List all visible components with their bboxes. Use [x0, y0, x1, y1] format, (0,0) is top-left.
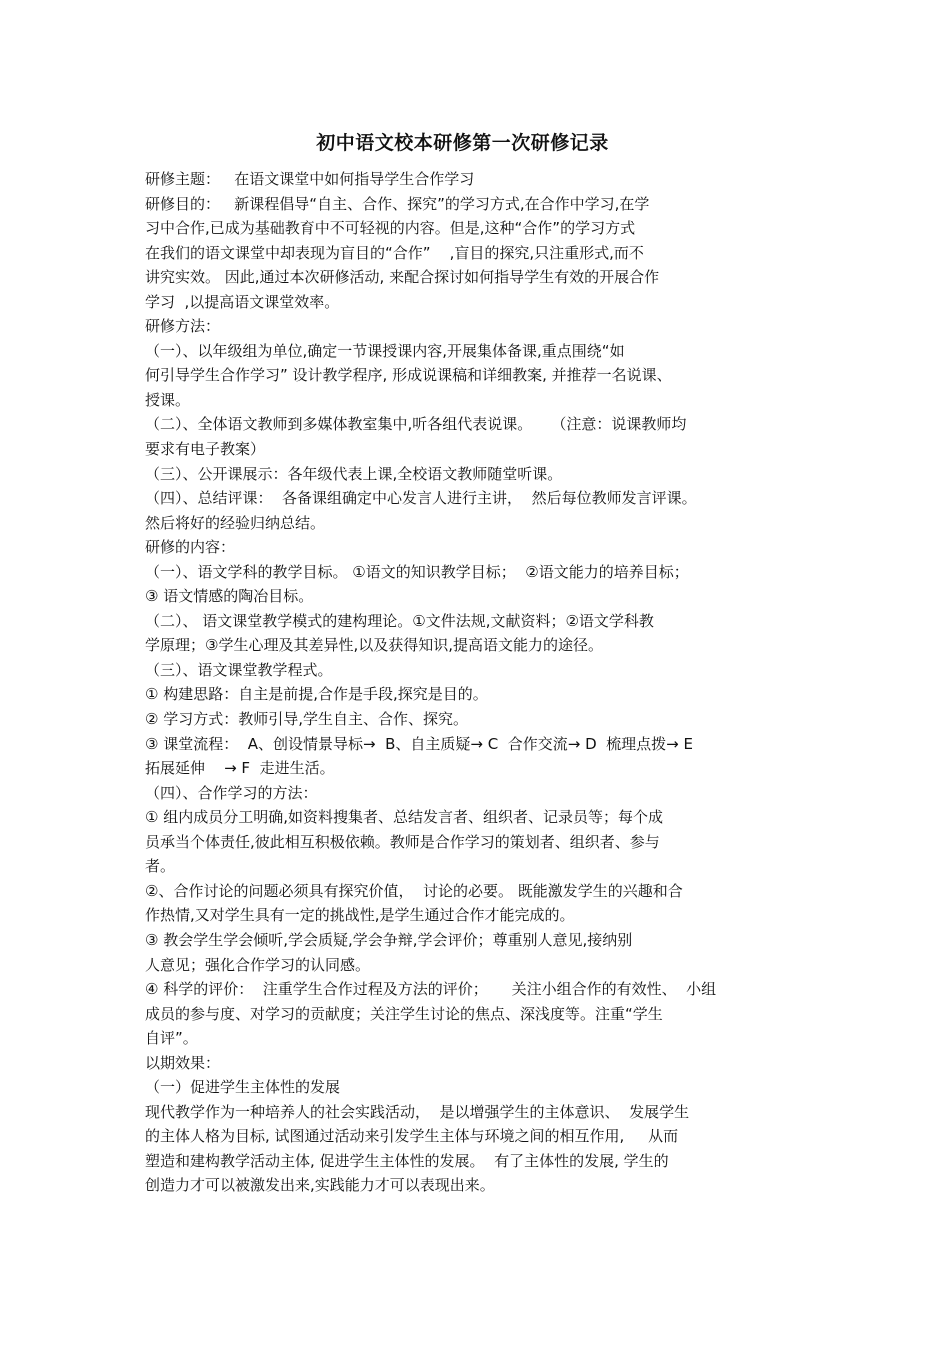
text-line: 研修的内容： — [145, 538, 236, 557]
text-line: 员承当个体责任,彼此相互积极依赖。教师是合作学习的策划者、组织者、参与 — [145, 832, 660, 851]
text-line: （四）、合作学习的方法： — [145, 783, 318, 802]
text-line: 在我们的语文课堂中却表现为盲目的“合作” ,盲目的探究,只注重形式,而不 — [145, 243, 644, 262]
text-line: 者。 — [145, 857, 176, 876]
document-title: 初中语文校本研修第一次研修记录 — [316, 132, 609, 154]
text-line: 研修主题： 在语文课堂中如何指导学生合作学习 — [145, 170, 475, 188]
text-line: （二）、 语文课堂教学模式的建构理论。①文件法规,文献资料；②语文学科教 — [145, 611, 654, 630]
text-line: ③ 课堂流程： A、创设情景导标→ B、自主质疑→ C 合作交流→ D 梳理点拨→ E — [145, 734, 693, 753]
text-line: ②、合作讨论的问题必须具有探究价值， 讨论的必要。 既能激发学生的兴趣和合 — [145, 881, 683, 900]
text-line: 学原理；③学生心理及其差异性,以及获得知识,提高语文能力的途径。 — [145, 636, 603, 655]
text-line: （一）、以年级组为单位,确定一节课授课内容,开展集体备课,重点围绕“如 — [145, 341, 625, 360]
text-line: （三）、语文课堂教学程式。 — [145, 660, 333, 679]
text-line: 拓展延伸 → F 走进生活。 — [145, 759, 335, 778]
text-line: 的主体人格为目标, 试图通过活动来引发学生主体与环境之间的相互作用, 从而 — [145, 1127, 679, 1146]
text-line: 授课。 — [145, 390, 191, 409]
text-line: ④ 科学的评价： 注重学生合作过程及方法的评价； 关注小组合作的有效性、 小组 — [145, 980, 717, 999]
text-line: 自评”。 — [145, 1029, 198, 1048]
text-line: 研修目的： 新课程倡导“自主、合作、探究”的学习方式,在合作中学习,在学 — [145, 194, 650, 213]
text-line: 塑造和建构教学活动主体, 促进学生主体性的发展。 有了主体性的发展, 学生的 — [145, 1151, 669, 1170]
text-line: （三）、公开课展示：各年级代表上课,全校语文教师随堂听课。 — [145, 464, 563, 483]
text-line: ③ 语文情感的陶冶目标。 — [145, 587, 314, 606]
text-line: （四）、总结评课： 各备课组确定中心发言人进行主讲， 然后每位教师发言评课。 — [145, 489, 697, 508]
text-line: ② 学习方式：教师引导,学生自主、合作、探究。 — [145, 710, 468, 729]
text-line: 作热情,又对学生具有一定的挑战性,是学生通过合作才能完成的。 — [145, 906, 575, 925]
text-line: 研修方法： — [145, 317, 221, 336]
text-line: 现代教学作为一种培养人的社会实践活动， 是以增强学生的主体意识、 发展学生 — [145, 1102, 690, 1121]
text-line: （一）、语文学科的教学目标。 ①语文的知识教学目标； ②语文能力的培养目标； — [145, 562, 689, 581]
text-line: 讲究实效。 因此,通过本次研修活动, 来配合探讨如何指导学生有效的开展合作 — [145, 268, 660, 287]
text-line: 成员的参与度、对学习的贡献度；关注学生讨论的焦点、深浅度等。注重“学生 — [145, 1004, 663, 1023]
text-line: ① 构建思路：自主是前提,合作是手段,探究是目的。 — [145, 685, 488, 704]
text-line: 创造力才可以被激发出来,实践能力才可以表现出来。 — [145, 1176, 495, 1195]
text-line: 以期效果： — [145, 1053, 221, 1072]
text-line: 然后将好的经验归纳总结。 — [145, 513, 326, 532]
text-line: （二）、全体语文教师到多媒体教室集中,听各组代表说课。 （注意：说课教师均 — [145, 415, 687, 434]
text-line: 何引导学生合作学习” 设计教学程序, 形成说课稿和详细教案, 并推荐一名说课、 — [145, 366, 672, 385]
text-line: 习中合作,已成为基础教育中不可轻视的内容。但是,这种“合作”的学习方式 — [145, 219, 636, 238]
text-line: ③ 教会学生学会倾听,学会质疑,学会争辩,学会评价；尊重别人意见,接纳别 — [145, 930, 633, 949]
text-line: 要求有电子教案） — [145, 440, 266, 459]
text-line: 学习 ,以提高语文课堂效率。 — [145, 292, 340, 311]
text-line: 人意见；强化合作学习的认同感。 — [145, 955, 371, 974]
document-body — [145, 167, 825, 1198]
text-line: （一）促进学生主体性的发展 — [145, 1078, 341, 1097]
text-line: ① 组内成员分工明确,如资料搜集者、总结发言者、组织者、记录员等；每个成 — [145, 808, 663, 827]
